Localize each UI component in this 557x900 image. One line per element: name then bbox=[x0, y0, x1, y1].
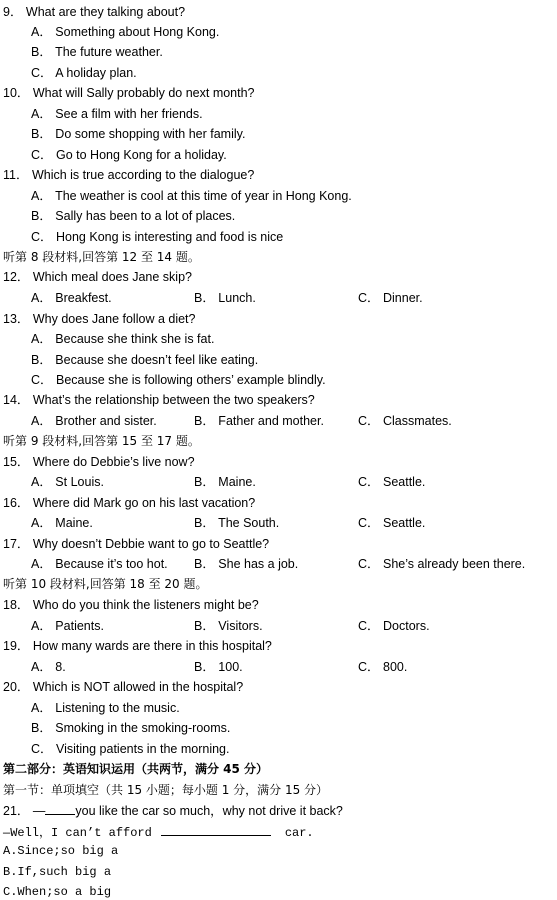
question-21-option-b: B.If,such big a bbox=[3, 865, 112, 879]
question-10-option-c: C． Go to Hong Kong for a holiday. bbox=[31, 148, 227, 162]
question-20-option-c: C． Visiting patients in the morning. bbox=[31, 742, 230, 756]
section-heading-10: 听第 10 段材料,回答第 18 至 20 题。 bbox=[3, 577, 208, 591]
question-14-option-b: B． Father and mother. bbox=[194, 414, 324, 428]
question-17-stem: 17． Why doesn’t Debbie want to go to Seattle? bbox=[3, 537, 270, 551]
question-14-option-a: A． Brother and sister. bbox=[31, 414, 157, 428]
question-10-option-b: B． Do some shopping with her family. bbox=[31, 127, 246, 141]
question-19-option-b: B． 100. bbox=[194, 660, 243, 674]
question-11-option-b: B． Sally has been to a lot of places. bbox=[31, 209, 236, 223]
question-16-option-a: A． Maine. bbox=[31, 516, 93, 530]
question-16-option-c: C． Seattle. bbox=[358, 516, 426, 530]
question-10-option-a: A． See a film with her friends. bbox=[31, 107, 203, 121]
question-16-stem: 16． Where did Mark go on his last vacation? bbox=[3, 496, 256, 510]
question-16-option-b: B． The South. bbox=[194, 516, 280, 530]
section-heading-9: 听第 9 段材料,回答第 15 至 17 题。 bbox=[3, 434, 200, 448]
question-19-stem: 19． How many wards are there in this hospital? bbox=[3, 639, 272, 653]
question-21-prefix: 21． — bbox=[3, 804, 46, 818]
question-15-option-a: A． St Louis. bbox=[31, 475, 104, 489]
question-21-reply-end: car. bbox=[284, 826, 314, 840]
question-15-option-b: B． Maine. bbox=[194, 475, 256, 489]
question-17-option-c: C． She’s already been there. bbox=[358, 557, 526, 571]
question-21-option-c: C.When;so a big bbox=[3, 885, 112, 899]
question-19-option-c: C． 800. bbox=[358, 660, 408, 674]
question-15-stem: 15． Where do Debbie’s live now? bbox=[3, 455, 195, 469]
section-heading-8: 听第 8 段材料,回答第 12 至 14 题。 bbox=[3, 250, 200, 264]
question-13-option-c: C． Because she is following others’ example blindly. bbox=[31, 373, 326, 387]
question-11-stem: 11． Which is true according to the dialogue? bbox=[3, 168, 255, 182]
question-18-stem: 18． Who do you think the listeners might be? bbox=[3, 598, 259, 612]
question-14-option-c: C． Classmates. bbox=[358, 414, 452, 428]
question-12-option-c: C． Dinner. bbox=[358, 291, 423, 305]
question-13-stem: 13． Why does Jane follow a diet? bbox=[3, 312, 196, 326]
question-9-stem: 9． What are they talking about? bbox=[3, 5, 186, 19]
question-21-blank-2 bbox=[161, 824, 271, 836]
question-14-stem: 14． What’s the relationship between the two speakers? bbox=[3, 393, 315, 407]
question-12-stem: 12． Which meal does Jane skip? bbox=[3, 270, 192, 284]
question-17-option-b: B． She has a job. bbox=[194, 557, 299, 571]
question-9-option-c: C． A holiday plan. bbox=[31, 66, 137, 80]
question-13-option-b: B． Because she doesn’t feel like eating. bbox=[31, 353, 259, 367]
question-19-option-a: A． 8. bbox=[31, 660, 66, 674]
question-20-option-b: B． Smoking in the smoking-rooms. bbox=[31, 721, 231, 735]
question-13-option-a: A． Because she think she is fat. bbox=[31, 332, 215, 346]
question-12-option-b: B． Lunch. bbox=[194, 291, 256, 305]
question-21-reply bbox=[3, 824, 314, 840]
question-11-option-a: A． The weather is cool at this time of year in Hong Kong. bbox=[31, 189, 352, 203]
question-21-option-a: A.Since;so big a bbox=[3, 844, 119, 858]
question-18-option-a: A． Patients. bbox=[31, 619, 104, 633]
question-21-stem-text: you like the car so much，why not drive it back? bbox=[75, 804, 343, 818]
question-17-option-a: A． Because it’s too hot. bbox=[31, 557, 168, 571]
question-11-option-c: C． Hong Kong is interesting and food is nice bbox=[31, 230, 284, 244]
question-21-stem bbox=[3, 803, 343, 818]
question-15-option-c: C． Seattle. bbox=[358, 475, 426, 489]
question-21-reply-text: —Well，I can’t afford bbox=[3, 826, 152, 840]
question-20-stem: 20． Which is NOT allowed in the hospital? bbox=[3, 680, 244, 694]
question-18-option-c: C． Doctors. bbox=[358, 619, 430, 633]
question-9-option-a: A． Something about Hong Kong. bbox=[31, 25, 220, 39]
section-one-heading: 第一节：单项填空（共 15 小题；每小题 1 分，满分 15 分） bbox=[3, 783, 329, 797]
part-two-heading: 第二部分：英语知识运用（共两节，满分 45 分） bbox=[3, 762, 269, 776]
question-18-option-b: B． Visitors. bbox=[194, 619, 263, 633]
question-21-blank-1 bbox=[45, 803, 75, 815]
question-20-option-a: A． Listening to the music. bbox=[31, 701, 180, 715]
question-9-option-b: B． The future weather. bbox=[31, 45, 163, 59]
question-12-option-a: A． Breakfest. bbox=[31, 291, 112, 305]
question-10-stem: 10． What will Sally probably do next month? bbox=[3, 86, 255, 100]
